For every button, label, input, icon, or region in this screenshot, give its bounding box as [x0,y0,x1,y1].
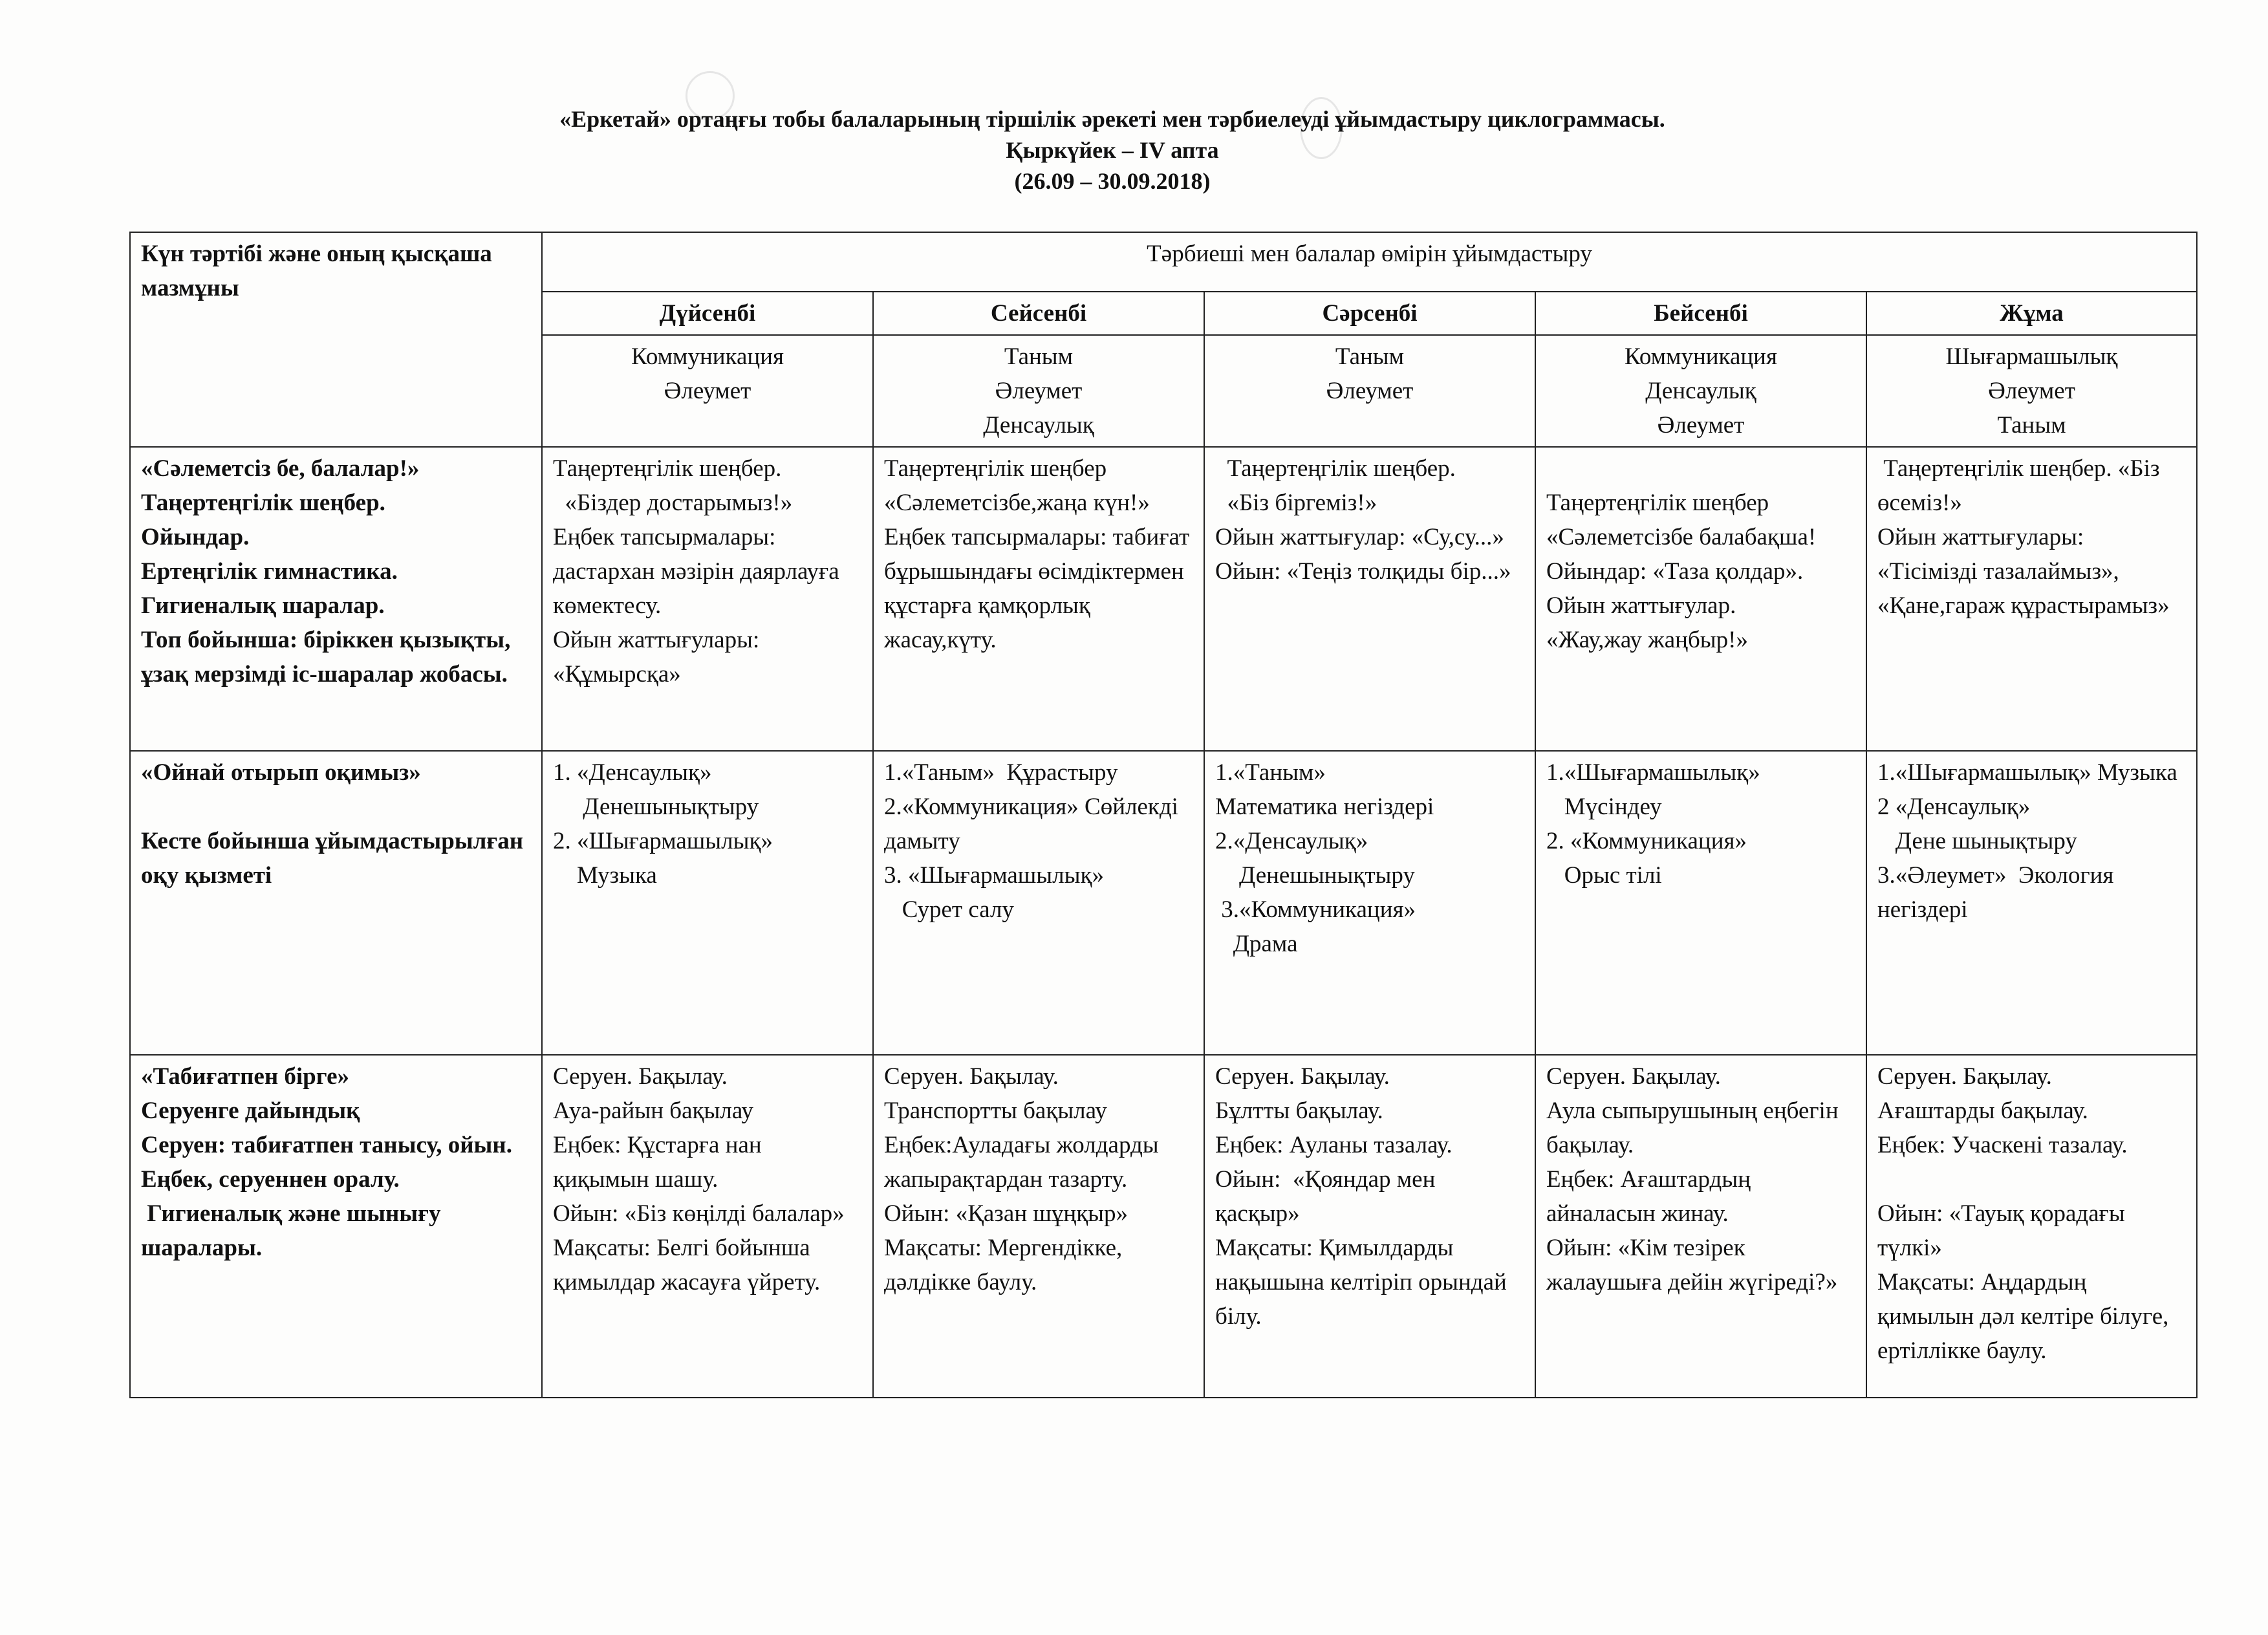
document-title [0,103,2225,197]
day-header: Сейсенбі [873,292,1204,335]
activity-cell [542,1055,873,1398]
activity-cell [1204,751,1535,1055]
activity-cell [1866,751,2197,1055]
cell-line: Еңбек: Құстарға нан қиқымын шашу. [553,1132,768,1193]
cell-line: 1.«Шығармашылық» Музыка [1877,759,2177,786]
row-label-line: Кесте бойынша ұйымдастырылған оқу қызметі [141,828,530,889]
cell-line: Сурет салу [884,896,1014,923]
cell-line: 1.«Таным» Құрастыру [884,759,1118,786]
cell-line: Серуен. Бақылау. [884,1063,1059,1090]
area-label: Шығармашылық [1945,343,2118,370]
activity-cell [873,1055,1204,1398]
cell-line: 1.«Шығармашылық» [1546,759,1760,786]
area-label: Таным [1004,343,1074,370]
row-label-line: «Табиғатпен бірге» [141,1063,349,1090]
cell-line: 2. «Шығармашылық» [553,828,773,854]
row-label-line: «Ойнай отырып оқимыз» [141,759,421,786]
cell-line: Ойын: «Қазан шұңқыр» [884,1200,1129,1227]
cell-line: Таңертеңгілік шеңбер «Сәлеметсізбе,жаңа күн!» [884,455,1150,516]
header-row [130,232,2197,292]
cell-line: Мүсіндеу [1546,794,1662,820]
cell-line: 2. «Коммуникация» [1546,828,1747,854]
activity-cell [873,751,1204,1055]
cell-line: Ойын: «Кім тезірек жалаушыға дейін жүгіреді?» [1546,1235,1838,1295]
area-label: Әлеумет [1326,378,1414,404]
cell-line: Ағаштарды бақылау. [1877,1098,2088,1124]
row-label [130,1055,542,1398]
row-label-line: Ертеңгілік гимнастика. [141,558,398,585]
area-label: Таным [1997,412,2066,439]
activity-cell [1866,447,2197,751]
day-header: Дүйсенбі [542,292,873,335]
cell-line: Аула сыпырушының еңбегін бақылау. [1546,1098,1844,1158]
cell-line: 2.«Коммуникация» Сөйлекді дамыту [884,794,1185,854]
cell-line: Денешынықтыру [553,794,759,820]
row-label-line: Гигиеналық және шынығу шаралары. [141,1200,447,1261]
cell-line: Драма [1215,931,1298,957]
cell-line: 1.«Таным» [1215,759,1326,786]
cell-line: Мақсаты: Мергендікке, дәлдікке баулу. [884,1235,1129,1295]
title-line-3: (26.09 – 30.09.2018) [1014,168,1211,194]
cell-line: Серуен. Бақылау. [553,1063,728,1090]
activity-cell [1204,1055,1535,1398]
cell-line: Ойын: «Тауық қорадағы түлкі» [1877,1200,2131,1261]
table-row [130,1055,2197,1398]
area-label: Әлеумет [1988,378,2075,404]
cell-line: Ойындар: «Таза қолдар». Ойын жаттығулар. [1546,558,1809,619]
cell-line: Орыс тілі [1546,862,1662,889]
cell-line: Мақсаты: Қимылдарды нақышына келтіріп орындай білу. [1215,1235,1513,1330]
cell-line: Еңбек:Ауладағы жолдарды жапырақтардан тазарту. [884,1132,1165,1193]
cell-line: 2 «Денсаулық» [1877,794,2031,820]
blank-line [1877,1162,2186,1196]
activity-cell [1535,751,1866,1055]
cell-line: Ойын: «Қояндар мен қасқыр» [1215,1166,1442,1227]
row-label-line: Еңбек, серуеннен оралу. [141,1166,400,1193]
activity-cell [1204,447,1535,751]
row-label-line: Таңертеңгілік шеңбер. [141,490,385,516]
area-label: Әлеумет [995,378,1083,404]
day-header: Жұма [1866,292,2197,335]
cell-line: Таңертеңгілік шеңбер. [553,455,782,482]
cell-line: Мақсаты: Белгі бойынша қимылдар жасауға үйрету. [553,1235,821,1295]
cell-line: Ойын жаттығулар: «Су,су...» [1215,524,1504,550]
row-label-line: Серуенге дайындық [141,1098,360,1124]
activity-cell [873,447,1204,751]
cell-line: «Біздер достарымыз!» [553,490,793,516]
blank-line [141,790,531,824]
areas-cell [1866,335,2197,447]
cell-line: Еңбек тапсырмалары: табиғат бұрышындағы өсімдіктермен құстарға қамқорлық жасау,күту. [884,524,1196,653]
day-header: Сәрсенбі [1204,292,1535,335]
cell-line: 3. «Шығармашылық» [884,862,1104,889]
cell-line: «Жау,жау жаңбыр!» [1546,627,1748,653]
cell-line: Бұлтты бақылау. [1215,1098,1383,1124]
cell-line: Ойын: «Біз көңілді балалар» [553,1200,845,1227]
cell-line: Ойын жаттығулары: «Тісімізді тазалаймыз», «Қане,гараж құрастырамыз» [1877,524,2170,619]
cell-line: Таңертеңгілік шеңбер. [1215,455,1456,482]
cell-line: Еңбек: Учаскені тазалау. [1877,1132,2128,1158]
corner-header: Күн тәртібі және оның қысқаша мазмұны [130,232,542,447]
cell-line: Серуен. Бақылау. [1546,1063,1721,1090]
cell-line: Еңбек: Ауланы тазалау. [1215,1132,1453,1158]
cell-line: Мақсаты: Аңдардың қимылын дәл келтіре білуге, ертіллікке баулу. [1877,1269,2175,1364]
title-line-2: Қыркүйек – IV апта [1006,137,1219,163]
areas-cell [542,335,873,447]
cell-line: Ойын: «Теңіз толқиды бір...» [1215,558,1511,585]
area-label: Әлеумет [664,378,751,404]
cell-line: Транспортты бақылау [884,1098,1107,1124]
cell-line: 1. «Денсаулық» [553,759,712,786]
table-row [130,751,2197,1055]
area-label: Коммуникация [1624,343,1778,370]
row-label [130,751,542,1055]
area-label: Таным [1335,343,1405,370]
areas-cell [873,335,1204,447]
cell-line: «Біз біргеміз!» [1215,490,1377,516]
area-label: Денсаулық [983,412,1094,439]
table-row [130,447,2197,751]
row-label-line: Гигиеналық шаралар. [141,592,385,619]
cell-line: Ойын жаттығулары: «Құмырсқа» [553,627,766,688]
row-label-line: «Сәлеметсіз бе, балалар!» [141,455,420,482]
cell-line: 2.«Денсаулық» [1215,828,1368,854]
activity-cell [542,447,873,751]
activity-cell [1535,1055,1866,1398]
areas-cell [1535,335,1866,447]
areas-cell [1204,335,1535,447]
area-label: Денсаулық [1645,378,1756,404]
cell-line: 3.«Коммуникация» [1215,896,1416,923]
blank-line [1546,451,1855,486]
cell-line: Таңертеңгілік шеңбер «Сәлеметсізбе балабақша! [1546,490,1817,550]
cell-line: 3.«Әлеумет» Экология негіздері [1877,862,2120,923]
cell-line: Денешынықтыру [1215,862,1415,889]
activity-cell [1535,447,1866,751]
cell-line: Ауа-райын бақылау [553,1098,753,1124]
row-label [130,447,542,751]
row-label-line: Топ бойынша: біріккен қызықты, ұзақ мерзімді іс-шаралар жобасы. [141,627,517,688]
cell-line: Дене шынықтыру [1877,828,2077,854]
cell-line: Еңбек тапсырмалары: дастархан мәзірін даярлауға көмектесу. [553,524,845,619]
cell-line: Таңертеңгілік шеңбер. «Біз өсеміз!» [1877,455,2166,516]
cell-line: Еңбек: Ағаштардың айналасын жинау. [1546,1166,1757,1227]
title-line-1: «Еркетай» ортаңғы тобы балаларының тіршілік әрекеті мен тәрбиелеуді ұйымдастыру циклограммасы. [559,106,1665,132]
area-label: Коммуникация [631,343,784,370]
cell-line: Серуен. Бақылау. [1215,1063,1390,1090]
area-label: Әлеумет [1657,412,1745,439]
cell-line: Математика негіздері [1215,794,1434,820]
cell-line: Серуен. Бақылау. [1877,1063,2052,1090]
cell-line: Музыка [553,862,657,889]
activity-cell [1866,1055,2197,1398]
row-label-line: Ойындар. [141,524,250,550]
cyclogram-table [129,232,2198,1398]
main-header: Тәрбиеші мен балалар өмірін ұйымдастыру [542,232,2197,292]
activity-cell [542,751,873,1055]
row-label-line: Серуен: табиғатпен танысу, ойын. [141,1132,512,1158]
day-header: Бейсенбі [1535,292,1866,335]
